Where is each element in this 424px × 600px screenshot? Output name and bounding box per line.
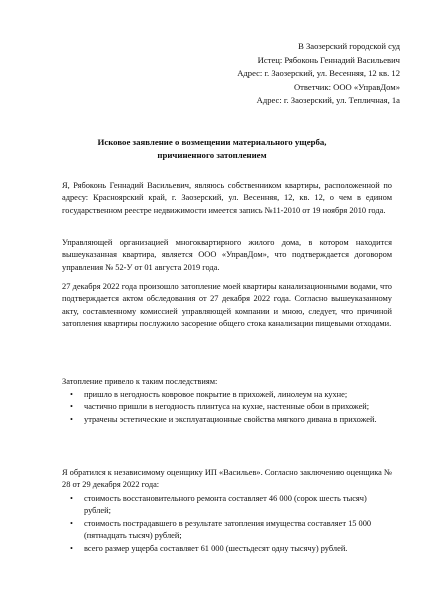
- court-line: В Заозерский городской суд: [298, 41, 400, 51]
- bullet-icon: •: [70, 390, 73, 399]
- list-item: [62, 493, 392, 518]
- list-item-text: стоимость пострадавшего в результате затопления имущества составляет 15 000 (пятнадцать тысяч) рублей;: [84, 518, 372, 541]
- list-item-text: стоимость восстановительного ремонта составляет 46 000 (сорок шесть тысяч) рублей;: [84, 494, 367, 516]
- list-item: [62, 401, 392, 413]
- title-line-1: Исковое заявление о возмещении материального ущерба,: [97, 137, 327, 147]
- list-item: [62, 389, 392, 401]
- flooding-paragraph: 27 декабря 2022 года произошло затопление моей квартиры канализационными водами, что подтверждается актом обследования от 27 декабря 2022 года. Согласно вышеуказанному акту, составленному комиссией управляющей компании и мною, следует, что причиной затопления квартиры послужило засорение общего стока канализации пищевыми отходами.: [62, 282, 392, 329]
- bullet-icon: •: [70, 543, 73, 553]
- addressee-block: [210, 40, 400, 108]
- appraisal-lead: Я обратился к независимому оценщику ИП «Васильев». Согласно заключению оценщика № 28 от 29 декабря 2022 года:: [62, 468, 392, 490]
- list-item-text: утрачены эстетические и эксплуатационные свойства мягкого дивана в прихожей.: [84, 414, 377, 424]
- defendant-line: Ответчик: ООО «УправДом»: [293, 81, 400, 92]
- defendant-address-line: Адрес: г. Заозерский, ул. Тепличная, 1а: [256, 95, 400, 106]
- bullet-icon: •: [70, 518, 73, 528]
- bullet-icon: •: [70, 402, 73, 412]
- list-item: [62, 543, 392, 555]
- bullet-icon: •: [70, 494, 73, 503]
- appraisal-list: [62, 493, 392, 555]
- list-item-text: пришло в негодность ковровое покрытие в прихожей, линолеум на кухне;: [84, 390, 348, 399]
- plaintiff-line: Истец: Рябоконь Геннадий Васильевич: [257, 54, 400, 65]
- consequences-lead: Затопление привело к таким последствиям:: [62, 377, 218, 386]
- ownership-paragraph: Я, Рябоконь Геннадий Васильевич, являюсь собственником квартиры, расположенной по адресу: Красноярский край, г. Заозерский, ул. Весенняя, 12, кв. 12, о чем в едином государственном реестре недвижимости имеется запись №11-2010 от 19 ноября 2010 года.: [62, 181, 392, 215]
- management-paragraph: Управляющей организацией многоквартирного жилого дома, в котором находится вышеуказанная квартира, является ООО «УправДом», что подтверждается договором управления № 52-У от 01 августа 2019 года.: [62, 238, 392, 272]
- title-line-2: причиненного затоплением: [157, 149, 267, 160]
- list-item: [62, 414, 392, 426]
- bullet-icon: •: [70, 414, 73, 424]
- list-item-text: частично пришли в негодность плинтуса на кухне, настенные обои в прихожей;: [84, 402, 370, 412]
- list-item-text: всего размер ущерба составляет 61 000 (шестьдесят одну тысячу) рублей.: [84, 543, 348, 553]
- consequences-list: [62, 389, 392, 426]
- list-item: [62, 518, 392, 543]
- document-title: [52, 136, 372, 161]
- plaintiff-address-line: Адрес: г. Заозерский, ул. Весенняя, 12 кв. 12: [237, 68, 400, 79]
